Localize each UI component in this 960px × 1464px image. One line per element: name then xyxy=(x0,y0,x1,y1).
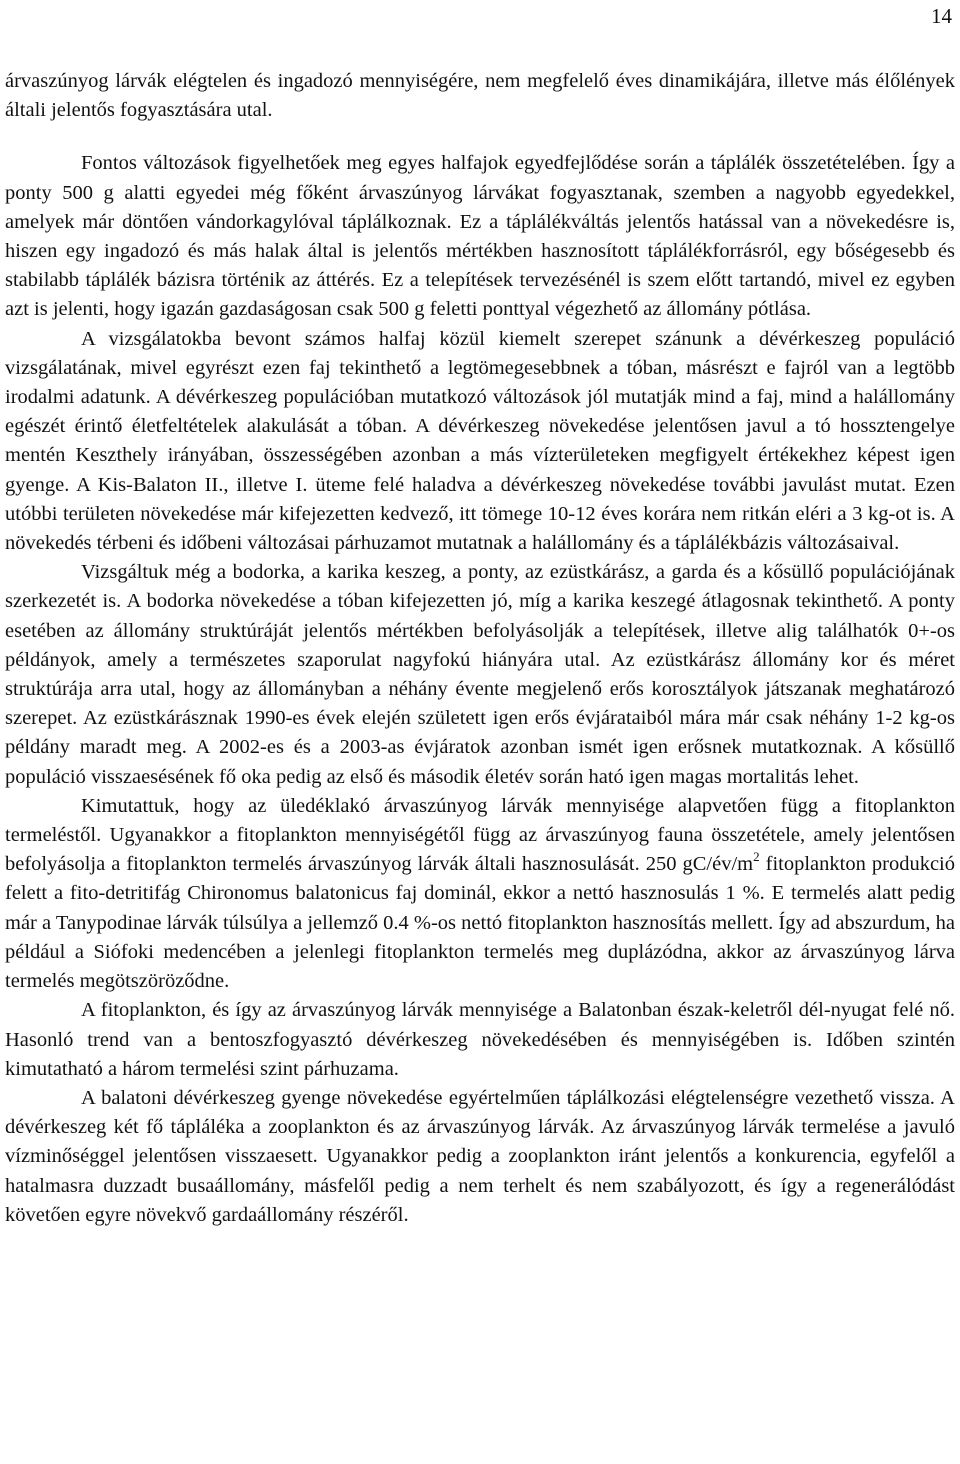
paragraph-food-composition: Fontos változások figyelhetőek meg egyes halfajok egyedfejlődése során a táplálék összetételében. Így a ponty 500 g alatti egyedei még főként árvaszúnyog lárvákat fogyasztanak, szemben a nagyobb egyedekkel, amelyek már döntően vándorkagylóval táplálkoznak. Ez a táplálékváltás jelentős hatással van a növekedésre is, hiszen egy ingadozó és más halak által is jelentős mértékben hasznosított táplálékforrásról, egy bőségesebb és stabilabb táplálék bázisra történik az áttérés. Ez a telepítések tervezésénél is szem előtt tartandó, mivel ez egyben azt is jelenti, hogy igazán gazdaságosan csak 500 g feletti ponttyal végezhető az állomány pótlása. xyxy=(5,152,955,321)
page-number: 14 xyxy=(931,4,952,28)
unit-superscript: 2 xyxy=(753,849,760,865)
body-text xyxy=(5,67,955,1230)
paragraph-spatial-trend: A fitoplankton, és így az árvaszúnyog lárvák mennyisége a Balatonban észak-keletről dél-nyugat felé nő. Hasonló trend van a bentoszfogyasztó dévérkeszeg növekedésében és mennyiségében is. Időben szintén kimutatható a három termelési szint párhuzama. xyxy=(5,999,955,1080)
paragraph-chironomid-production xyxy=(5,792,955,996)
paragraph-bream-population: A vizsgálatokba bevont számos halfaj közül kiemelt szerepet szánunk a dévérkeszeg populáció vizsgálatának, mivel egyrészt ezen faj tekinthető a legtömegesebbnek a tóban, másrészt e fajról van a legtöbb irodalmi adatunk. A dévérkeszeg populációban mutatkozó változások jól mutatják mind a faj, mind a halállomány egészét érintő életfeltételek alakulását a tóban. A dévérkeszeg növekedése jelentősen javul a tó hossztengelye mentén Keszthely irányában, összességében azonban a más vízterületeken megfigyelt értékekhez képest igen gyenge. A Kis-Balaton II., illetve I. üteme felé haladva a dévérkeszeg növekedése további javulást mutat. Ezen utóbbi területen növekedése már kifejezetten kedvező, itt tömege 10-12 éves korára nem ritkán eléri a 3 kg-ot is. A növekedés térbeni és időbeni változásai párhuzamot mutatnak a halállomány és a táplálékbázis változásaival. xyxy=(5,327,955,555)
paragraph-continuation: árvaszúnyog lárvák elégtelen és ingadozó mennyiségére, nem megfelelő éves dinamikájára, illetve más élőlények általi jelentős fogyasztására utal. xyxy=(5,70,955,122)
paragraph-text-before-superscript: Kimutattuk, hogy az üledéklakó árvaszúnyog lárvák mennyisége alapvetően függ a fitoplankton termeléstől. Ugyanakkor a fitoplankton mennyiségétől függ az árvaszúnyog fauna összetétele, amely jelentősen befolyásolja a fitoplankton termelés árvaszúnyog lárvák általi hasznosulását. 250 gC/év/m xyxy=(5,794,955,876)
paragraph-bream-growth-conclusion: A balatoni dévérkeszeg gyenge növekedése egyértelműen táplálkozási elégtelenségre vezethető vissza. A dévérkeszeg két fő tápláléka a zooplankton és az árvaszúnyog lárvák. Az árvaszúnyog lárvák termelése a javuló vízminőséggel jelentősen visszaesett. Ugyanakkor pedig a zooplankton iránt jelentős a konkurencia, egyfelől a hatalmasra duzzadt busaállomány, másfelől pedig a nem terhelt és nem szabályozott, és így a regenerálódást követően egyre növekvő gardaállomány részéről. xyxy=(5,1086,955,1226)
paragraph-other-species: Vizsgáltuk még a bodorka, a karika keszeg, a ponty, az ezüstkárász, a garda és a kősüllő populációjának szerkezetét is. A bodorka növekedése a tóban kifejezetten jó, míg a karika keszegé átlagosnak tekinthető. A ponty esetében az állomány struktúráját jelentős mértékben befolyásolják a telepítések, illetve alig találhatók 0+-os példányok, amely a természetes szaporulat nagyfokú hiányára utal. Az ezüstkárász állomány kor és méret struktúrája arra utal, hogy az állományban a néhány évente megjelenő erős korosztályok játszanak meghatározó szerepet. Az ezüstkárásznak 1990-es évek elején született igen erős évjárataiból mára már csak néhány 1-2 kg-os példány maradt meg. A 2002-es és a 2003-as évjáratok azonban ismét igen erősnek mutatkoznak. A kősüllő populáció visszaesésének fő oka pedig az első és második életév során ható igen magas mortalitás lehet. xyxy=(5,561,955,788)
paragraph-text-after-superscript: fitoplankton produkció felett a fito-detritifág Chironomus balatonicus faj dominál, ekkor a nettó hasznosulás 1 %. E termelés alatt pedig már a Tanypodinae lárvák túlsúlya a jellemző 0.4 %-os nettó fitoplankton hasznosítás mellett. Így ad abszurdum, ha például a Siófoki medencében a jelenlegi fitoplankton termelés meg duplázódna, akkor az árvaszúnyog lárva termelés megötszöröződne. xyxy=(5,853,955,993)
